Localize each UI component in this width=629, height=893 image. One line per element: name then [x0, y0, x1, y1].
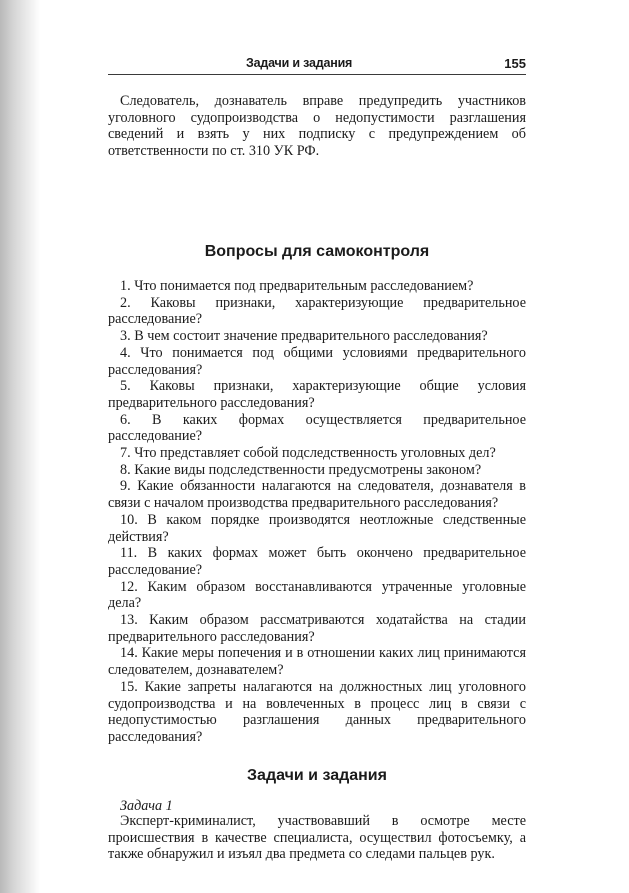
question-item: 4. Что понимается под общими условиями предварительного расследования? — [108, 344, 526, 378]
question-item: 3. В чем состоит значение предварительного расследования? — [120, 328, 488, 345]
question-item: 6. В каких формах осуществляется предварительное расследование? — [108, 411, 526, 445]
tasks-heading: Задачи и задания — [247, 767, 387, 784]
question-item: 15. Какие запреты налагаются на должностных лиц уголовного судопроизводства и на вовлеченных в процесс лиц в связи с недопустимостью разглашения данных предварительного расследования? — [108, 678, 526, 745]
question-item: 12. Каким образом восстанавливаются утраченные уголовные дела? — [108, 578, 526, 612]
question-item: 2. Каковы признаки, характеризующие предварительное расследование? — [108, 294, 526, 328]
question-item: 7. Что представляет собой подследственность уголовных дел? — [120, 445, 496, 462]
question-item: 5. Каковы признаки, характеризующие общие условия предварительного расследования? — [108, 378, 526, 411]
question-item: 13. Каким образом рассматриваются ходатайства на стадии предварительного расследования? — [108, 612, 526, 645]
question-item: 8. Какие виды подследственности предусмотрены законом? — [120, 461, 482, 478]
question-item: 9. Какие обязанности налагаются на следователя, дознавателя в связи с началом производства предварительного расследования? — [108, 478, 526, 512]
header-rule — [108, 74, 526, 75]
page-number: 155 — [504, 56, 526, 71]
scan-edge-shadow — [0, 0, 40, 893]
task-1-text: Эксперт-криминалист, участвовавший в осмотре месте происшествия в качестве специалиста, осуществил фотосъемку, а также обнаружил и изъял два предмета со следами пальцев рук. — [108, 813, 526, 863]
question-item: 1. Что понимается под предварительным расследованием? — [120, 278, 474, 294]
task-1-title: Задача 1 — [120, 798, 173, 814]
running-header — [108, 56, 526, 74]
questions-heading: Вопросы для самоконтроля — [204, 243, 430, 260]
running-header-section: Задачи и задания — [246, 56, 353, 70]
question-item: 11. В каких формах может быть окончено предварительное расследование? — [108, 545, 526, 578]
intro-paragraph: Следователь, дознаватель вправе предупредить участников уголовного судопроизводства о недопустимости разглашения сведений и взять у них подписку с предупреждением об ответственности по ст. 310 УК РФ. — [108, 93, 526, 160]
question-item: 10. В каком порядке производятся неотложные следственные действия? — [108, 511, 526, 545]
book-page — [108, 56, 526, 863]
questions-list — [108, 278, 526, 746]
question-item: 14. Какие меры попечения и в отношении каких лиц принимаются следователем, дознавателем? — [108, 645, 526, 679]
